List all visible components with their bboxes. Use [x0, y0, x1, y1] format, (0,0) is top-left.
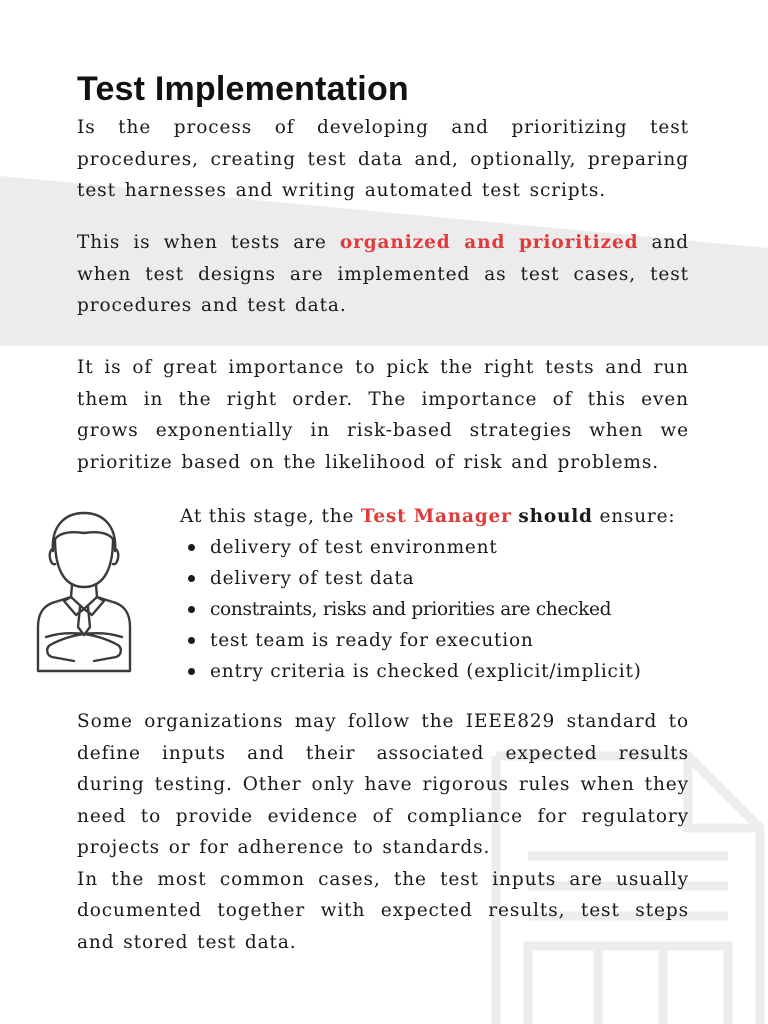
ensure-list — [180, 532, 675, 687]
test-manager-section — [180, 501, 675, 687]
list-item-text: entry criteria is checked (explicit/implicit) — [210, 661, 642, 682]
paragraph-common-cases: In the most common cases, the test inputs are usually documented together with expected results, test steps and stored test data. — [77, 868, 689, 953]
list-item — [180, 656, 675, 687]
test-manager-label: Test Manager — [360, 506, 512, 527]
closing-section — [77, 706, 689, 958]
should-label: should — [518, 506, 593, 527]
list-item-text: delivery of test environment — [210, 537, 498, 558]
paragraph-ieee829: Some organizations may follow the IEEE829 standard to define inputs and their associated expected results during testing. Other only have rigorous rules when they need to provide evidence of compliance for regulatory projects or for adherence to standards. — [77, 711, 689, 858]
bullet-icon — [188, 606, 195, 613]
stage-intro — [180, 501, 675, 532]
list-item-text: delivery of test data — [210, 568, 415, 589]
highlight-organized-prioritized: organized and prioritized — [339, 232, 639, 253]
bullet-icon — [188, 668, 195, 675]
stage-intro-text: At this stage, the — [180, 506, 361, 527]
bullet-icon — [188, 544, 195, 551]
bullet-icon — [188, 637, 195, 644]
list-item — [180, 563, 675, 594]
list-item — [180, 625, 675, 656]
page-title: Test Implementation — [77, 70, 409, 108]
paragraph-organized — [77, 227, 689, 322]
paragraph-organized-end: and when test designs are implemented as test cases, test procedures and test data. — [77, 232, 689, 316]
list-item-text: constraints, risks and priorities are checked — [210, 599, 612, 620]
paragraph-importance: It is of great importance to pick the right tests and run them in the right order. The importance of this even grows exponentially in risk-based strategies when we prioritize based on the likelihood of risk and problems. — [77, 357, 689, 473]
list-item — [180, 532, 675, 563]
paragraph-organized-start: This is when tests are — [77, 232, 340, 253]
person-arms-crossed-icon — [34, 505, 134, 675]
list-item — [180, 594, 675, 625]
stage-intro-end: ensure: — [592, 506, 676, 527]
bullet-icon — [188, 575, 195, 582]
paragraph-definition: Is the process of developing and prioritizing test procedures, creating test data and, optionally, preparing test harnesses and writing automated test scripts. — [77, 117, 689, 201]
list-item-text: test team is ready for execution — [210, 630, 534, 651]
